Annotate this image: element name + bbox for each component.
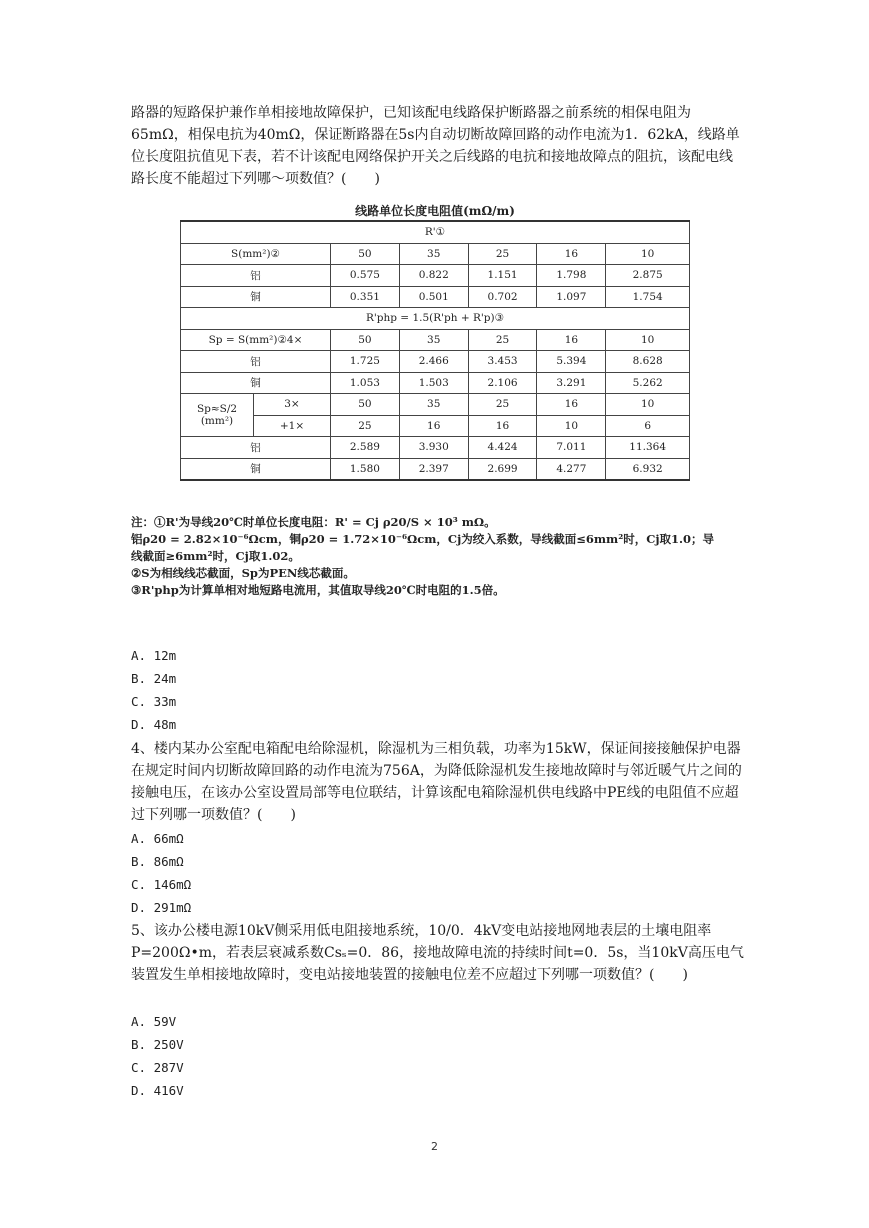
q4-option-b: B. 86mΩ — [131, 854, 184, 869]
table-cell: 0.822 — [399, 265, 468, 287]
table-cell: 35 — [399, 329, 468, 351]
table-cell: 1.151 — [468, 265, 537, 287]
table-cell: 2.106 — [468, 372, 537, 394]
table-cell: 6 — [606, 415, 690, 437]
table-cell: 1.725 — [331, 351, 400, 373]
table-cell: 2.466 — [399, 351, 468, 373]
table-cell: 16 — [537, 394, 606, 416]
q4-option-a: A. 66mΩ — [131, 831, 184, 846]
table-cell: 4.277 — [537, 458, 606, 480]
question-3-stem: 路器的短路保护兼作单相接地故障保护，已知该配电线路保护断路器之前系统的相保电阻为65mΩ，相保电抗为40mΩ，保证断路器在5s内自动切断故障回路的动作电流为1．62kA，线路单位长度阻抗值见下表，若不计该配电网络保护开关之后线路的电抗和接地故障点的阻抗，该配电线路长度不能超过下列哪～项数值？( ) — [131, 105, 740, 187]
note-1b: 铝ρ20 = 2.82×10⁻⁶Ωcm，铜ρ20 = 1.72×10⁻⁶Ωcm，Cj为绞入系数，导线截面≤6mm²时，Cj取1.0；导 — [131, 532, 715, 546]
table-cell: 8.628 — [606, 351, 690, 373]
table-cell: 1.097 — [537, 286, 606, 308]
page-number: 2 — [431, 1140, 438, 1153]
q3-option-b: B. 24m — [131, 671, 177, 686]
q5-option-b: B. 250V — [131, 1037, 184, 1052]
table-row — [181, 265, 690, 287]
cu-label: 铜 — [181, 458, 331, 480]
q3-option-d: D. 48m — [131, 717, 177, 732]
al-label: 铝 — [181, 265, 331, 287]
table-row — [181, 286, 690, 308]
table-cell: 1.503 — [399, 372, 468, 394]
resistance-table — [180, 220, 690, 481]
table-cell: 2.589 — [331, 437, 400, 459]
note-2: ②S为相线线芯截面，Sp为PEN线芯截面。 — [131, 566, 355, 580]
table-cell: 16 — [468, 415, 537, 437]
table-cell: 6.932 — [606, 458, 690, 480]
note-1: 注：①R'为导线20℃时单位长度电阻：R' = Cj ρ20/S × 10³ mΩ。 — [131, 515, 496, 529]
table-cell: 16 — [399, 415, 468, 437]
table-cell: 35 — [399, 243, 468, 265]
al-label: 铝 — [181, 437, 331, 459]
table-cell: 3.291 — [537, 372, 606, 394]
table-cell: 25 — [331, 415, 400, 437]
note-3: ③R'php为计算单相对地短路电流用，其值取导线20℃时电阻的1.5倍。 — [131, 583, 505, 597]
table-cell: 35 — [399, 394, 468, 416]
table-cell: 10 — [606, 394, 690, 416]
note-1c: 线截面≥6mm²时，Cj取1.02。 — [131, 549, 300, 563]
table-cell: 25 — [468, 329, 537, 351]
table-cell: 3.453 — [468, 351, 537, 373]
table-cell: 2.875 — [606, 265, 690, 287]
table-cell: 1.580 — [331, 458, 400, 480]
table-cell: 10 — [606, 329, 690, 351]
q5-option-c: C. 287V — [131, 1060, 184, 1075]
table-row — [181, 415, 690, 437]
table-cell: 3.930 — [399, 437, 468, 459]
table-cell: 0.351 — [331, 286, 400, 308]
table-cell: 10 — [606, 243, 690, 265]
q4-option-d: D. 291mΩ — [131, 900, 192, 915]
q5-option-d: D. 416V — [131, 1083, 184, 1098]
table-row — [181, 372, 690, 394]
pe-label: +1× — [254, 415, 331, 437]
table-cell: 16 — [537, 243, 606, 265]
q3-option-a: A. 12m — [131, 648, 177, 663]
table-cell: 0.702 — [468, 286, 537, 308]
table-title: 线路单位长度电阻值(mΩ/m) — [355, 204, 515, 218]
cu-label: 铜 — [181, 372, 331, 394]
table-cell: 16 — [537, 329, 606, 351]
table-cell: 2.397 — [399, 458, 468, 480]
table-cell: 50 — [331, 329, 400, 351]
table-row — [181, 329, 690, 351]
table-cell: 4.424 — [468, 437, 537, 459]
table-cell: 11.364 — [606, 437, 690, 459]
question-5-stem: 5、该办公楼电源10kV侧采用低电阻接地系统，10/0．4kV变电站接地网地表层的土壤电阻率P=200Ω•m，若表层衰减系数Csₛ=0．86，接地故障电流的持续时间t=0．5s，当10kV高压电气装置发生单相接地故障时，变电站接地装置的接触电位差不应超过下列哪一项数值？( ) — [131, 923, 744, 983]
table-cell: 2.699 — [468, 458, 537, 480]
question-4-stem: 4、楼内某办公室配电箱配电给除湿机，除湿机为三相负载，功率为15kW，保证间接接触保护电器在规定时间内切断故障回路的动作电流为756A，为降低除湿机发生接地故障时与邻近暖气片之间的接触电压，在该办公室设置局部等电位联结，计算该配电箱除湿机供电线路中PE线的电阻值不应超过下列哪一项数值？( ) — [131, 741, 742, 823]
table-cell: 0.501 — [399, 286, 468, 308]
table-cell: 10 — [537, 415, 606, 437]
r-header: R'① — [181, 221, 690, 243]
cu-label: 铜 — [181, 286, 331, 308]
table-row — [181, 351, 690, 373]
sp-half-label — [181, 394, 254, 437]
sp-half-unit: (mm²) — [200, 415, 234, 427]
table-cell: 1.053 — [331, 372, 400, 394]
table-row — [181, 221, 690, 243]
table-cell: 7.011 — [537, 437, 606, 459]
table-cell: 1.754 — [606, 286, 690, 308]
al-label: 铝 — [181, 351, 331, 373]
table-cell: 0.575 — [331, 265, 400, 287]
rphp-header: R'php = 1.5(R'ph + R'p)③ — [181, 308, 690, 330]
phase-label: 3× — [254, 394, 331, 416]
table-row — [181, 458, 690, 480]
sp-equal-label: Sp = S(mm²)②4× — [181, 329, 331, 351]
sp-half-text: Sp≈S/2 — [196, 403, 238, 415]
q3-option-c: C. 33m — [131, 694, 177, 709]
table-cell: 5.262 — [606, 372, 690, 394]
q4-option-c: C. 146mΩ — [131, 877, 192, 892]
table-notes — [131, 514, 771, 599]
table-cell: 25 — [468, 243, 537, 265]
table-row — [181, 437, 690, 459]
s-label: S(mm²)② — [181, 243, 331, 265]
table-cell: 50 — [331, 243, 400, 265]
q5-option-a: A. 59V — [131, 1014, 177, 1029]
table-row — [181, 243, 690, 265]
table-cell: 25 — [468, 394, 537, 416]
table-cell: 50 — [331, 394, 400, 416]
table-cell: 1.798 — [537, 265, 606, 287]
table-row — [181, 308, 690, 330]
table-cell: 5.394 — [537, 351, 606, 373]
table-row — [181, 394, 690, 416]
